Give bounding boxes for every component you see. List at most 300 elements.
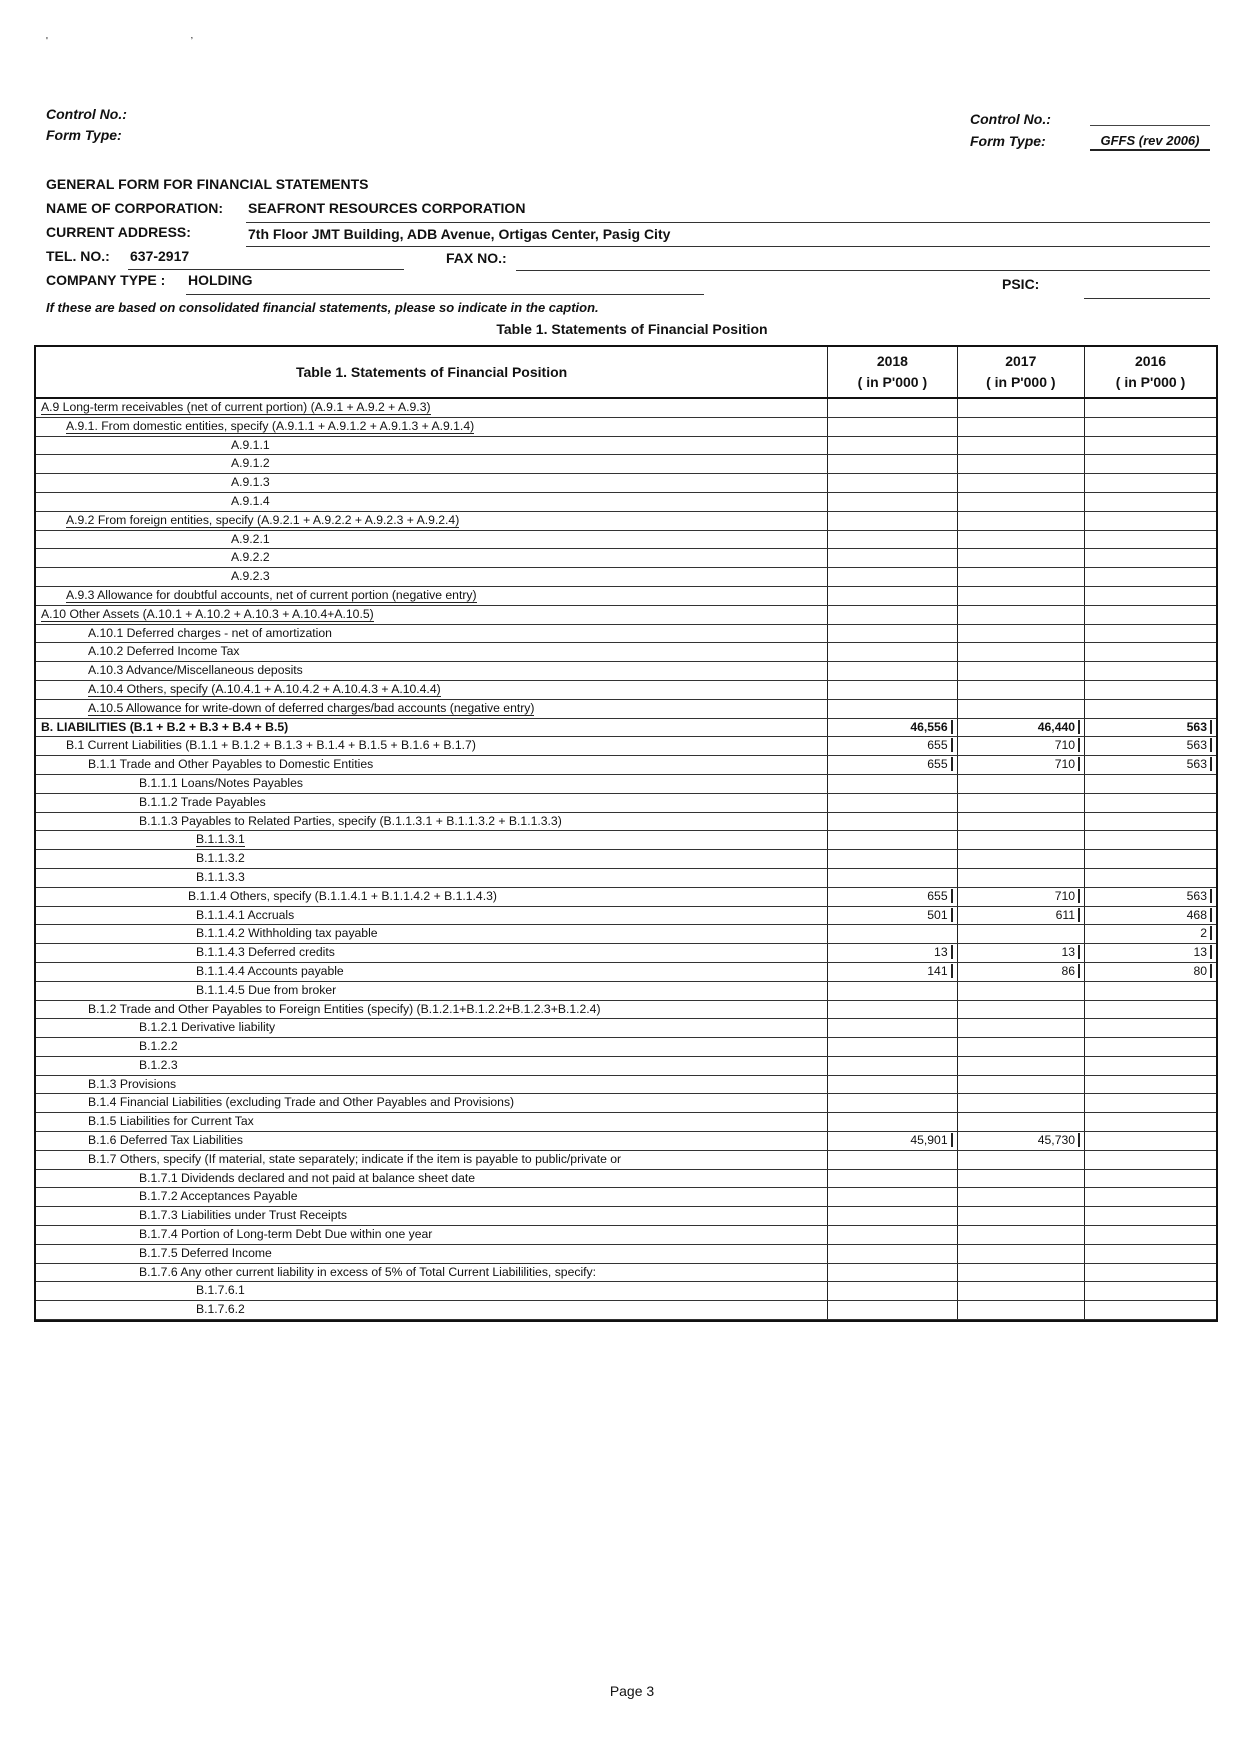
financial-position-table [34, 345, 1218, 1322]
value-text [1209, 1002, 1212, 1016]
right-control-no-label: Control No.: [970, 111, 1051, 127]
value-cell-2016 [1085, 530, 1216, 549]
value-cell-2016 [1085, 455, 1216, 474]
row-label-text: A.9.2.3 [231, 569, 270, 584]
value-text [1209, 494, 1212, 508]
row-label [36, 436, 828, 455]
value-text [1209, 475, 1212, 489]
value-text [1209, 419, 1212, 433]
value-cell-2016 [1085, 887, 1216, 906]
value-cell-2016 [1085, 868, 1216, 887]
value-text [1077, 795, 1080, 809]
table-row [36, 568, 1216, 587]
value-cell-2016 [1085, 981, 1216, 1000]
value-cell-2018 [828, 436, 957, 455]
row-label [36, 511, 828, 530]
value-cell-2018 [828, 1000, 957, 1019]
value-cell-2018 [828, 831, 957, 850]
value-cell-2016 [1085, 774, 1216, 793]
value-text [950, 1058, 953, 1072]
row-label-text: A.10.5 Allowance for write-down of deferred charges/bad accounts (negative entry) [88, 700, 535, 715]
value-cell-2017 [957, 680, 1084, 699]
header-right [970, 108, 1051, 152]
value-cell-2017 [957, 1169, 1084, 1188]
value-text [1077, 1095, 1080, 1109]
value-cell-2018 [828, 1169, 957, 1188]
value-cell-2018 [828, 981, 957, 1000]
value-cell-2016 [1085, 643, 1216, 662]
value-cell-2016 [1085, 699, 1216, 718]
value-text [1077, 1227, 1080, 1241]
row-label [36, 1056, 828, 1075]
table-header-row [36, 347, 1216, 398]
value-cell-2016 [1085, 624, 1216, 643]
table-row [36, 1094, 1216, 1113]
row-label-text: B.1.1.4.2 Withholding tax payable [196, 926, 378, 941]
value-text [950, 776, 953, 790]
value-text [1209, 1208, 1212, 1222]
table-row [36, 436, 1216, 455]
value-cell-2018 [828, 925, 957, 944]
value-text [1209, 776, 1212, 790]
value-cell-2016 [1085, 1019, 1216, 1038]
value-cell-2018 [828, 962, 957, 981]
row-label-text: B.1.6 Deferred Tax Liabilities [88, 1133, 243, 1148]
value-text: 563 [1187, 757, 1212, 771]
value-cell-2018 [828, 944, 957, 963]
row-label-text: A.10.4 Others, specify (A.10.4.1 + A.10.4.2 + A.10.4.3 + A.10.4.4) [88, 681, 441, 696]
row-label [36, 906, 828, 925]
value-text [950, 1283, 953, 1297]
value-cell-2016 [1085, 1132, 1216, 1151]
value-cell-2018 [828, 812, 957, 831]
row-label [36, 530, 828, 549]
name-of-corporation-value: SEAFRONT RESOURCES CORPORATION [248, 200, 526, 216]
value-text [1077, 438, 1080, 452]
row-label [36, 1301, 828, 1320]
value-text [1209, 1171, 1212, 1185]
value-text [950, 400, 953, 414]
value-text [950, 532, 953, 546]
value-text [1077, 626, 1080, 640]
value-cell-2017 [957, 793, 1084, 812]
value-cell-2017 [957, 774, 1084, 793]
value-cell-2018 [828, 1188, 957, 1207]
value-text: 2 [1200, 926, 1212, 940]
value-text [1077, 926, 1080, 940]
value-cell-2018 [828, 680, 957, 699]
table-row [36, 530, 1216, 549]
value-text [1209, 701, 1212, 715]
page-number: Page 3 [609, 1683, 655, 1699]
value-cell-2017 [957, 398, 1084, 417]
value-text [1209, 1189, 1212, 1203]
value-cell-2017 [957, 417, 1084, 436]
value-cell-2018 [828, 699, 957, 718]
row-label-text: B.1.1 Trade and Other Payables to Domestic Entities [88, 757, 374, 772]
row-label-text: B.1.7.6.1 [196, 1283, 245, 1298]
value-cell-2018 [828, 1150, 957, 1169]
value-cell-2016 [1085, 680, 1216, 699]
value-text [1077, 701, 1080, 715]
value-text [1209, 569, 1212, 583]
current-address-value: 7th Floor JMT Building, ADB Avenue, Ortigas Center, Pasig City [248, 226, 671, 242]
value-cell-2017 [957, 1075, 1084, 1094]
table-row [36, 492, 1216, 511]
value-text [950, 1171, 953, 1185]
row-label-text: B.1.1.3 Payables to Related Parties, specify (B.1.1.3.1 + B.1.1.3.2 + B.1.1.3.3) [139, 813, 562, 828]
table-row [36, 906, 1216, 925]
value-text [1209, 626, 1212, 640]
company-type-label: COMPANY TYPE : [46, 272, 166, 288]
value-cell-2017 [957, 868, 1084, 887]
row-label-text: B.1.7.5 Deferred Income [139, 1245, 272, 1260]
value-cell-2016 [1085, 662, 1216, 681]
value-text: 468 [1187, 908, 1212, 922]
value-text [950, 663, 953, 677]
value-text [1209, 1095, 1212, 1109]
value-text [1077, 1208, 1080, 1222]
table-row [36, 1301, 1216, 1320]
value-text [1209, 456, 1212, 470]
row-label [36, 662, 828, 681]
unit-label: ( in P'000 ) [1115, 374, 1186, 390]
table-row [36, 981, 1216, 1000]
row-label-text: B.1.1.1 Loans/Notes Payables [139, 775, 303, 790]
value-cell-2017 [957, 492, 1084, 511]
value-cell-2017 [957, 1000, 1084, 1019]
value-cell-2017 [957, 718, 1084, 737]
value-text [950, 1302, 953, 1316]
row-label-text: B.1.2.3 [139, 1057, 178, 1072]
value-cell-2016 [1085, 436, 1216, 455]
year-header-2017 [957, 347, 1084, 398]
row-label-text: B.1.1.4.5 Due from broker [196, 982, 337, 997]
value-cell-2017 [957, 1019, 1084, 1038]
value-text [1209, 851, 1212, 865]
value-text [950, 1077, 953, 1091]
value-cell-2016 [1085, 1226, 1216, 1245]
fax-no-label: FAX NO.: [446, 250, 507, 266]
table-row [36, 474, 1216, 493]
value-text [1077, 1002, 1080, 1016]
value-text [1077, 550, 1080, 564]
row-label-text: B.1.7.2 Acceptances Payable [139, 1189, 298, 1204]
value-cell-2016 [1085, 1282, 1216, 1301]
value-text [1077, 494, 1080, 508]
value-text [950, 701, 953, 715]
row-label [36, 1207, 828, 1226]
row-label-text: A.10.2 Deferred Income Tax [88, 644, 240, 659]
value-text [1209, 1283, 1212, 1297]
row-label-text: A.9.2.1 [231, 531, 270, 546]
value-cell-2018 [828, 1132, 957, 1151]
value-cell-2018 [828, 774, 957, 793]
table-row [36, 662, 1216, 681]
value-cell-2016 [1085, 1113, 1216, 1132]
value-cell-2018 [828, 793, 957, 812]
value-cell-2017 [957, 643, 1084, 662]
value-cell-2016 [1085, 962, 1216, 981]
value-cell-2016 [1085, 586, 1216, 605]
value-text [1077, 1283, 1080, 1297]
row-label [36, 831, 828, 850]
value-text [950, 456, 953, 470]
value-text [950, 494, 953, 508]
value-text [1077, 513, 1080, 527]
table-row [36, 1038, 1216, 1057]
unit-label: ( in P'000 ) [857, 374, 928, 390]
value-text [950, 475, 953, 489]
table-row [36, 887, 1216, 906]
table-row [36, 737, 1216, 756]
value-cell-2017 [957, 511, 1084, 530]
table-row [36, 1226, 1216, 1245]
row-label [36, 812, 828, 831]
table-row [36, 1019, 1216, 1038]
value-text [1209, 607, 1212, 621]
table-row [36, 455, 1216, 474]
table-row [36, 1244, 1216, 1263]
value-text [1077, 1189, 1080, 1203]
row-label [36, 1000, 828, 1019]
value-text: 655 [927, 889, 952, 903]
value-cell-2017 [957, 1226, 1084, 1245]
value-cell-2018 [828, 474, 957, 493]
row-label [36, 1132, 828, 1151]
row-label [36, 1169, 828, 1188]
value-cell-2017 [957, 586, 1084, 605]
general-form-title: GENERAL FORM FOR FINANCIAL STATEMENTS [46, 176, 369, 192]
value-cell-2016 [1085, 831, 1216, 850]
row-label-text: B.1 Current Liabilities (B.1.1 + B.1.2 + B.1.3 + B.1.4 + B.1.5 + B.1.6 + B.1.7) [66, 738, 476, 753]
value-text [1209, 1302, 1212, 1316]
value-text [1209, 814, 1212, 828]
value-cell-2018 [828, 643, 957, 662]
table-row [36, 774, 1216, 793]
name-of-corporation-label: NAME OF CORPORATION: [46, 200, 224, 216]
table-row [36, 1113, 1216, 1132]
value-text [950, 1002, 953, 1016]
value-text [950, 1227, 953, 1241]
table-row [36, 1132, 1216, 1151]
value-text [1209, 1020, 1212, 1034]
value-text [950, 438, 953, 452]
row-label-text: B.1.1.3.2 [196, 851, 245, 866]
row-label-text: B.1.1.2 Trade Payables [139, 794, 266, 809]
row-label-text: B.1.7.1 Dividends declared and not paid at balance sheet date [139, 1170, 476, 1185]
table-row [36, 812, 1216, 831]
name-line [246, 222, 1210, 223]
value-text: 563 [1187, 720, 1212, 734]
value-text [1077, 1039, 1080, 1053]
row-label [36, 1094, 828, 1113]
table-row [36, 1169, 1216, 1188]
value-cell-2018 [828, 906, 957, 925]
tel-line [128, 269, 404, 270]
value-cell-2017 [957, 530, 1084, 549]
value-text [1209, 1039, 1212, 1053]
value-cell-2017 [957, 1056, 1084, 1075]
table-header-title: Table 1. Statements of Financial Position [36, 347, 828, 398]
table-row [36, 1263, 1216, 1282]
row-label [36, 1263, 828, 1282]
value-cell-2017 [957, 549, 1084, 568]
value-text: 45,901 [910, 1133, 952, 1147]
table-row [36, 398, 1216, 417]
value-cell-2017 [957, 1132, 1084, 1151]
row-label [36, 455, 828, 474]
value-text: 611 [1056, 908, 1080, 922]
year-label: 2016 [1134, 353, 1167, 369]
year-header-2016 [1085, 347, 1216, 398]
value-cell-2017 [957, 925, 1084, 944]
row-label-text: A.9.3 Allowance for doubtful accounts, net of current portion (negative entry) [66, 587, 477, 602]
row-label-text: B.1.4 Financial Liabilities (excluding Trade and Other Payables and Provisions) [88, 1095, 515, 1110]
address-line [246, 246, 1210, 247]
table-row [36, 793, 1216, 812]
value-text [1077, 644, 1080, 658]
value-text [950, 1189, 953, 1203]
value-cell-2018 [828, 737, 957, 756]
value-text [950, 588, 953, 602]
value-cell-2016 [1085, 511, 1216, 530]
value-text [1077, 1114, 1080, 1128]
table-row [36, 1207, 1216, 1226]
row-label [36, 868, 828, 887]
value-text [950, 832, 953, 846]
row-label-text: A.9 Long-term receivables (net of current portion) (A.9.1 + A.9.2 + A.9.3) [41, 400, 431, 414]
value-text [1209, 1133, 1212, 1147]
value-text: 46,440 [1038, 720, 1080, 734]
value-text [1077, 588, 1080, 602]
value-cell-2016 [1085, 417, 1216, 436]
consolidated-note: If these are based on consolidated financial statements, please so indicate in the caption. [46, 300, 599, 315]
value-text [1209, 682, 1212, 696]
value-cell-2018 [828, 850, 957, 869]
value-cell-2016 [1085, 474, 1216, 493]
value-cell-2017 [957, 1207, 1084, 1226]
row-label [36, 718, 828, 737]
value-cell-2017 [957, 1113, 1084, 1132]
value-text [1209, 663, 1212, 677]
value-cell-2018 [828, 1019, 957, 1038]
value-text [950, 644, 953, 658]
value-text [950, 569, 953, 583]
value-cell-2017 [957, 605, 1084, 624]
row-label-text: B.1.5 Liabilities for Current Tax [88, 1114, 254, 1129]
value-cell-2016 [1085, 1301, 1216, 1320]
value-text [1209, 1077, 1212, 1091]
table-row [36, 624, 1216, 643]
value-text: 45,730 [1038, 1133, 1080, 1147]
value-cell-2017 [957, 662, 1084, 681]
value-text [1077, 663, 1080, 677]
right-form-type-label: Form Type: [970, 133, 1046, 149]
value-cell-2017 [957, 1094, 1084, 1113]
value-cell-2016 [1085, 549, 1216, 568]
value-cell-2016 [1085, 944, 1216, 963]
value-cell-2017 [957, 1301, 1084, 1320]
value-cell-2016 [1085, 398, 1216, 417]
table-row [36, 586, 1216, 605]
row-label-text: B.1.1.3.3 [196, 869, 245, 884]
value-text [950, 1246, 953, 1260]
row-label-text: B. LIABILITIES (B.1 + B.2 + B.3 + B.4 + B.5) [41, 719, 289, 734]
table-row [36, 962, 1216, 981]
table-row [36, 1056, 1216, 1075]
value-cell-2018 [828, 1038, 957, 1057]
scan-marks: ' ’ [46, 36, 263, 47]
row-label [36, 1150, 828, 1169]
table-row [36, 1150, 1216, 1169]
value-text [1209, 832, 1212, 846]
value-cell-2017 [957, 887, 1084, 906]
table-row [36, 511, 1216, 530]
row-label [36, 474, 828, 493]
value-cell-2018 [828, 511, 957, 530]
table-row [36, 718, 1216, 737]
value-text [950, 550, 953, 564]
value-text: 710 [1055, 738, 1080, 752]
value-cell-2017 [957, 568, 1084, 587]
company-type-value: HOLDING [188, 272, 253, 288]
value-cell-2017 [957, 1150, 1084, 1169]
value-cell-2018 [828, 605, 957, 624]
row-label [36, 1113, 828, 1132]
value-cell-2016 [1085, 492, 1216, 511]
row-label-text: A.10 Other Assets (A.10.1 + A.10.2 + A.10.3 + A.10.4+A.10.5) [41, 606, 374, 621]
value-cell-2017 [957, 737, 1084, 756]
value-cell-2016 [1085, 756, 1216, 775]
row-label-text: B.1.7.3 Liabilities under Trust Receipts [139, 1208, 347, 1223]
value-text [1209, 400, 1212, 414]
value-text [1209, 870, 1212, 884]
value-cell-2018 [828, 624, 957, 643]
table-row [36, 1075, 1216, 1094]
row-label [36, 737, 828, 756]
table-caption: Table 1. Statements of Financial Position [496, 321, 768, 337]
table-row [36, 831, 1216, 850]
value-text: 13 [934, 945, 953, 959]
value-text [1209, 644, 1212, 658]
fax-line [516, 270, 1210, 271]
value-text [950, 682, 953, 696]
row-label-text: A.10.3 Advance/Miscellaneous deposits [88, 663, 303, 678]
value-text [1209, 588, 1212, 602]
value-text [950, 795, 953, 809]
value-cell-2017 [957, 981, 1084, 1000]
value-cell-2018 [828, 492, 957, 511]
value-text [1077, 983, 1080, 997]
year-label: 2017 [1005, 353, 1037, 369]
row-label-text: B.1.1.3.1 [196, 832, 245, 847]
table-row [36, 1000, 1216, 1019]
left-form-type-label: Form Type: [46, 127, 122, 143]
value-text [1209, 1114, 1212, 1128]
row-label-text: A.9.1.2 [231, 456, 270, 471]
value-text [1077, 1152, 1080, 1166]
tel-no-value: 637-2917 [130, 248, 190, 264]
value-text [950, 926, 953, 940]
value-text [1077, 400, 1080, 414]
value-cell-2018 [828, 1301, 957, 1320]
value-text [1077, 456, 1080, 470]
row-label-text: B.1.1.4.1 Accruals [196, 907, 295, 922]
value-text [950, 513, 953, 527]
value-cell-2017 [957, 962, 1084, 981]
value-cell-2018 [828, 398, 957, 417]
